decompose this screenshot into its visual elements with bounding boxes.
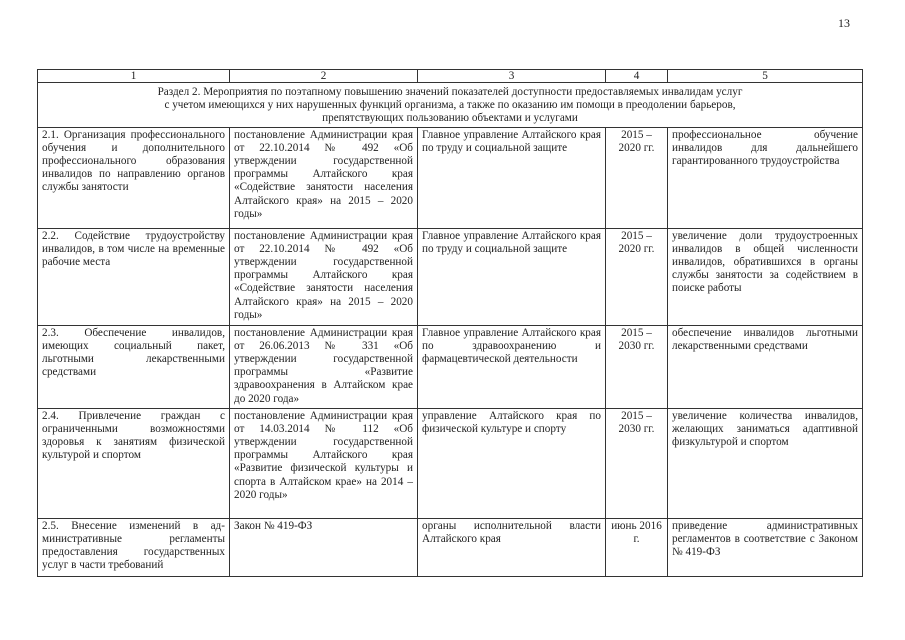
term-cell: 2015 – 2020 гг. — [606, 127, 668, 228]
measure-cell: 2.2. Содействие трудоустройству инвалидов, в том числе на временные рабочие места — [38, 228, 230, 325]
table-row — [38, 325, 863, 408]
measure-cell: 2.1. Организация профессионального обучения и дополнительного профессионального образования инвалидов по направлению органов службы занятости — [38, 127, 230, 228]
table-row — [38, 127, 863, 228]
result-cell: приведение административных регламентов в соответствие с Законом № 419-ФЗ — [668, 518, 863, 576]
document-cell: постановление Администрации края от 22.10.2014 № 492 «Об утверждении государственной программы Алтайского края «Содействие занятости населения Алтайского края» на 2015 – 2020 годы» — [230, 127, 418, 228]
measure-cell: 2.5. Внесение изменений в административные регламенты предоставления государственных услуг в части требований — [38, 518, 230, 576]
column-number-1: 1 — [38, 70, 230, 83]
section-title-line: препятствующих пользованию объектами и услугами — [322, 112, 578, 125]
table-row — [38, 408, 863, 518]
document-cell: Закон № 419-ФЗ — [230, 518, 418, 576]
measures-table — [37, 69, 863, 577]
executor-cell: управление Алтайского края по физической культуре и спорту — [418, 408, 606, 518]
result-cell: увеличение количества инвалидов, желающих заниматься адаптивной физкультурой и спортом — [668, 408, 863, 518]
section-title-line: Раздел 2. Мероприятия по поэтапному повышению значений показателей доступности предоставляемых инвалидам услуг — [157, 86, 743, 98]
document-cell: постановление Администрации края от 26.06.2013 № 331 «Об утверждении государственной программы «Развитие здравоохранения в Алтайском крае до 2020 года» — [230, 325, 418, 408]
term-cell: 2015 – 2020 гг. — [606, 228, 668, 325]
column-number-5: 5 — [668, 70, 863, 83]
result-cell: увеличение доли трудоустроенных инвалидов в общей численности инвалидов, обратившихся в органы службы занятости за содействием в поиске работы — [668, 228, 863, 325]
table-row — [38, 518, 863, 576]
executor-cell: Главное управление Алтайского края по труду и социальной защите — [418, 127, 606, 228]
document-cell: постановление Администрации края от 22.10.2014 № 492 «Об утверждении государственной программы Алтайского края «Содействие занятости населения Алтайского края» на 2015 – 2020 годы» — [230, 228, 418, 325]
result-cell: профессиональное обучение инвалидов для дальнейшего гарантированного трудоустройства — [668, 127, 863, 228]
section-title — [38, 83, 863, 128]
executor-cell: органы исполнительной власти Алтайского края — [418, 518, 606, 576]
document-cell: постановление Администрации края от 14.03.2014 № 112 «Об утверждении государственной программы Алтайского края «Развитие физической культуры и спорта в Алтайском крае» на 2014 – 2020 годы» — [230, 408, 418, 518]
section-title-line: с учетом имеющихся у них нарушенных функций организма, а также по оказанию им помощи в преодолении барьеров, — [164, 99, 736, 112]
section-title-row — [38, 83, 863, 128]
term-cell: 2015 – 2030 гг. — [606, 325, 668, 408]
result-cell: обеспечение инвалидов льготными лекарственными средствами — [668, 325, 863, 408]
table-row — [38, 228, 863, 325]
column-number-4: 4 — [606, 70, 668, 83]
column-number-row — [38, 70, 863, 83]
measure-cell: 2.3. Обеспечение инвалидов, имеющих социальный пакет, льготными лекарственными средствами — [38, 325, 230, 408]
term-cell: 2015 – 2030 гг. — [606, 408, 668, 518]
column-number-2: 2 — [230, 70, 418, 83]
executor-cell: Главное управление Алтайского края по здравоохранению и фармацевтической деятельности — [418, 325, 606, 408]
column-number-3: 3 — [418, 70, 606, 83]
term-cell: июнь 2016 г. — [606, 518, 668, 576]
measure-cell: 2.4. Привлечение граждан с ограниченными возможностями здоровья к занятиям физической культурой и спортом — [38, 408, 230, 518]
page-number: 13 — [838, 16, 850, 30]
executor-cell: Главное управление Алтайского края по труду и социальной защите — [418, 228, 606, 325]
